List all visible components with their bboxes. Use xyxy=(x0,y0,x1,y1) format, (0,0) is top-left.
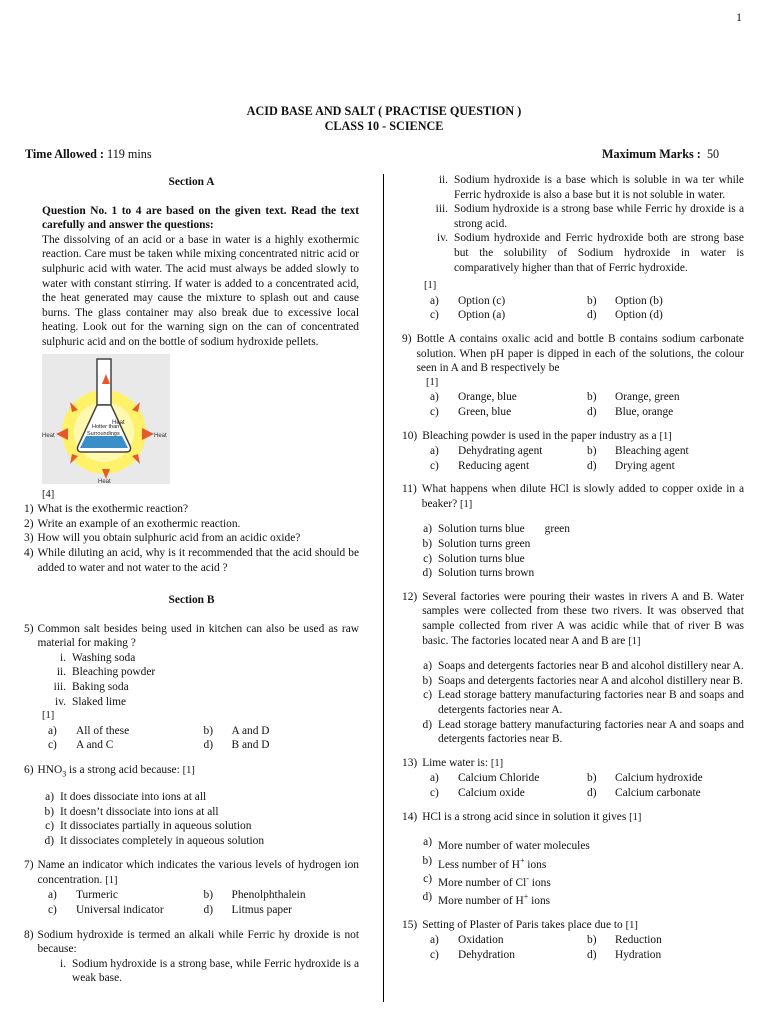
question-15: 15) Setting of Plaster of Paris takes place due to [1] a) Oxidation b) Reduction c) Dehydration d) Hydration xyxy=(402,918,662,961)
question-14: 14) HCl is a strong acid since in solution it gives [1] a) More number of water molecules b) Less number of H+ ions c) More number of Cl- ions d) More number of H+ ions xyxy=(402,810,642,908)
option-a: a) All of these xyxy=(48,724,130,737)
question-8: 8) Sodium hydroxide is termed an alkali while Ferric hy droxide is not because: i. Sodium hydroxide is a strong base, while Ferric hydroxide is a weak base. xyxy=(24,928,359,985)
right-column xyxy=(402,173,744,963)
document-title: ACID BASE AND SALT ( PRACTISE QUESTION ) xyxy=(246,104,522,118)
question-4: 4) While diluting an acid, why is it recommended that the acid should be added to water and not water to the acid ? xyxy=(24,546,359,574)
option-d: d) B and D xyxy=(203,739,270,752)
flask-heat-icon xyxy=(42,354,170,484)
option-b: b) A and D xyxy=(203,724,270,737)
document-subtitle: CLASS 10 - SCIENCE xyxy=(324,119,444,133)
question-2: 2) Write an example of an exothermic reaction. xyxy=(24,517,241,530)
question-9: 9) Bottle A contains oxalic acid and bottle B contains sodium carbonate solution. When pH paper is dipped in each of the solutions, the colour seen in A and B respectively be [1] a) Orange, blue b) Orange, green c) Green, blue d) Blue, orange xyxy=(402,332,744,418)
question-11: 11) What happens when dilute HCl is slowly added to copper oxide in a beaker? [1] a) Solution turns blue green b) Solution turns green c) Solution turns blue d) Solution turns brown xyxy=(402,483,744,580)
question-13: 13) Lime water is: [1] a) Calcium Chloride b) Calcium hydroxide c) Calcium oxide d) Calcium carbonate xyxy=(402,756,703,799)
question-10: 10) Bleaching powder is used in the paper industry as a [1] a) Dehydrating agent b) Bleaching agent c) Reducing agent d) Drying agent xyxy=(402,429,689,472)
section-a-heading: Section A xyxy=(168,176,215,188)
svg-text:Heat: Heat xyxy=(42,432,55,439)
svg-text:Heat: Heat xyxy=(112,419,125,426)
question-1: 1) What is the exothermic reaction? xyxy=(24,503,189,516)
question-12: 12) Several factories were pouring their wastes in rivers A and B. Water samples were collected from these two rivers. It was observed that sample collected from river A was acidic while that of river B was basic. The factories located near A and B are [1] a) Soaps and detergents factories near B and alcohol distillery near A. b) Soaps and detergents factories near A and alcohol distillery near B. c) Lead storage battery manufacturing factories near B and soaps and detergents factories near A. d) Lead storage battery manufacturing factories near A and soaps and detergents factories near B. xyxy=(402,590,744,746)
svg-text:Heat: Heat xyxy=(98,478,111,484)
question-6: 6) $HNO_3$ is a strong acid because: [1] a) It does dissociate into ions at all b) It doesn’t dissociate into ions at all c) It dissociates partially in aqueous solution d) It dissociates completely in aqueous solution xyxy=(24,764,265,847)
svg-text:Surroundings: Surroundings xyxy=(87,430,120,437)
column-divider xyxy=(383,174,384,1002)
question-8-continued: ii. Sodium hydroxide is a base which is soluble in wa ter while Ferric hydroxide is also a base but it is not soluble in water. iii. Sodium hydroxide is a strong base while Ferric hy droxide is a strong acid. iv. Sodium hydroxide and Ferric hydroxide both are strong base but the solubility of Sodium hydroxide in water is comparatively higher than that of Ferric hydroxide. [1] a) Option (c) b) Option (b) c) Option (a) d) Option (d) xyxy=(424,174,744,322)
maximum-marks: Maximum Marks : 50 xyxy=(602,147,720,161)
question-7: 7) Name an indicator which indicates the various levels of hydrogen ion concentration. [1] a) Turmeric b) Phenolphthalein c) Universal indicator d) Litmus paper xyxy=(24,859,359,917)
left-column xyxy=(24,175,359,986)
question-3: 3) How will you obtain sulphuric acid from an acidic oxide? xyxy=(24,532,301,545)
section-b-heading: Section B xyxy=(168,594,215,607)
section-a-questions xyxy=(24,502,359,575)
option-c: c) A and C xyxy=(48,739,114,752)
svg-text:Heat: Heat xyxy=(154,432,167,439)
question-5: 5) Common salt besides being used in kitchen can also be used as raw material for making ? i. Washing soda ii. Bleaching powder iii. Baking soda iv. Slaked lime [1] a) All of these b) A and D c) A and C d) B and D xyxy=(24,622,359,752)
svg-text:Hotter than: Hotter than xyxy=(92,423,120,430)
time-allowed: Time Allowed : 119 mins xyxy=(25,147,152,161)
page-number: 1 xyxy=(736,10,742,24)
exothermic-figure xyxy=(24,354,359,488)
section-a-passage: Question No. 1 to 4 are based on the given text. Read the text carefully and answer the questions: The dissolving of an acid or a base in water is a highly exothermic reaction. Care must be taken while mixing concentrated nitric acid or sulphuric acid with water. The acid must always be added slowly to water with constant stirring. If water is added to a concentrated acid, the heat generated may cause the mixture to splash out and cause burns. The glass container may also break due to excessive local heating. Look out for the warning sign on the can of concentrated sulphuric acid and on the bottle of sodium hydroxide pellets. xyxy=(42,204,359,348)
section-a-marks: [4] xyxy=(42,488,55,500)
